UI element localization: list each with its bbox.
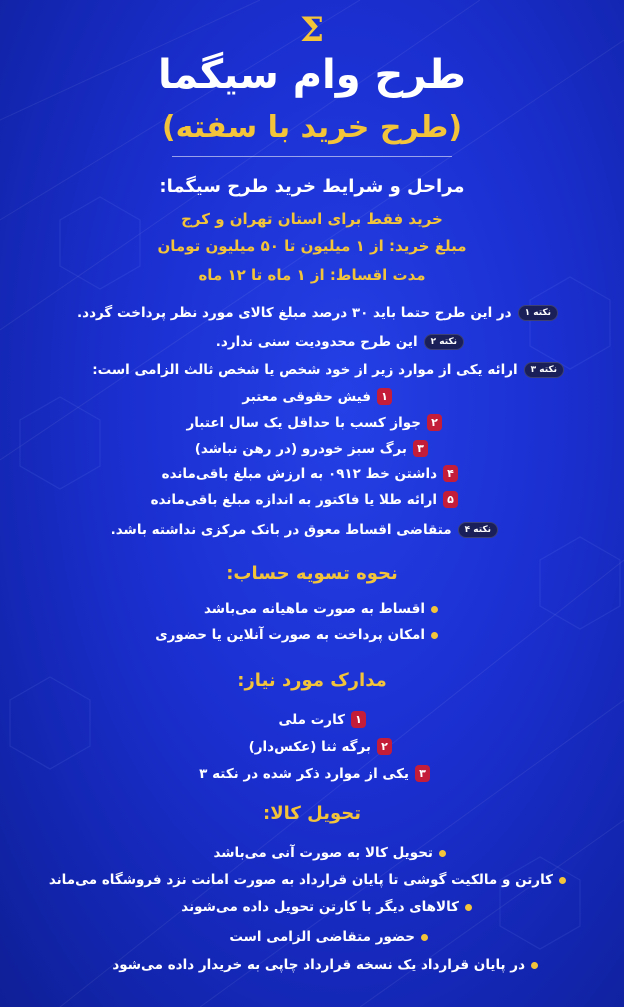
delivery-item [213, 845, 446, 861]
settlement-heading: نحوه تسویه حساب: [226, 563, 398, 584]
item-text: برگه ثنا (عکس‌دار) [248, 738, 371, 755]
bullet-icon [421, 934, 428, 941]
settlement-item [204, 601, 438, 617]
page-subtitle: (طرح خرید با سفته) [161, 110, 463, 145]
item-text: فیش حقوقی معتبر [242, 388, 371, 405]
guarantee-item [162, 465, 458, 482]
region-condition: خرید فقط برای استان تهران و کرج [181, 210, 443, 228]
note-3 [92, 362, 564, 378]
note-4 [111, 522, 498, 538]
delivery-item [181, 899, 472, 915]
bullet-icon [439, 850, 446, 857]
documents-heading: مدارک مورد نیاز: [237, 670, 387, 691]
number-badge: ۳ [413, 440, 428, 457]
delivery-item [49, 872, 566, 888]
guarantee-item [151, 491, 458, 508]
item-text: ارائه طلا یا فاکتور به اندازه مبلغ باقی‌مانده [150, 491, 437, 508]
guarantee-item [195, 440, 428, 457]
item-text: کارت ملی [278, 711, 345, 728]
item-text: کالاهای دیگر با کارتن تحویل داده می‌شوند [181, 899, 459, 915]
item-text: اقساط به صورت ماهیانه می‌باشد [203, 601, 425, 617]
bullet-icon [431, 606, 438, 613]
amount-condition: مبلغ خرید: از ۱ میلیون تا ۵۰ میلیون تومان [157, 237, 467, 255]
number-badge: ۲ [377, 738, 392, 755]
item-text: تحویل کالا به صورت آنی می‌باشد [213, 845, 433, 861]
delivery-item [112, 957, 538, 973]
note-text: ارائه یکی از موارد زیر از خود شخص یا شخص ثالث الزامی است: [92, 362, 518, 378]
note-badge: نکته ۴ [458, 522, 498, 538]
item-text: امکان پرداخت به صورت آنلاین یا حضوری [155, 627, 425, 643]
settlement-item [155, 627, 438, 643]
item-text: جواز کسب با حداقل یک سال اعتبار [186, 414, 421, 431]
guarantee-item [242, 388, 392, 405]
number-badge: ۲ [427, 414, 442, 431]
delivery-item [229, 929, 428, 945]
title-divider [172, 156, 452, 157]
document-item [249, 738, 392, 755]
number-badge: ۱ [351, 711, 366, 728]
note-badge: نکته ۱ [518, 305, 558, 321]
note-1 [77, 305, 558, 321]
note-badge: نکته ۳ [524, 362, 564, 378]
note-text: متقاضی اقساط معوق در بانک مرکزی نداشته باشد. [110, 522, 452, 538]
document-item [279, 711, 367, 728]
item-text: حضور متقاضی الزامی است [229, 929, 415, 945]
bullet-icon [431, 632, 438, 639]
number-badge: ۴ [443, 465, 458, 482]
sigma-logo: Σ [299, 10, 325, 50]
delivery-heading: تحویل کالا: [263, 803, 361, 824]
duration-condition: مدت اقساط: از ۱ ماه تا ۱۲ ماه [198, 266, 426, 284]
bullet-icon [559, 877, 566, 884]
note-2 [216, 334, 464, 350]
item-text: در پایان قرارداد یک نسخه قرارداد چاپی به خریدار داده می‌شود [112, 957, 525, 973]
note-badge: نکته ۲ [424, 334, 464, 350]
number-badge: ۵ [443, 491, 458, 508]
item-text: یکی از موارد ذکر شده در نکته ۳ [199, 765, 409, 782]
number-badge: ۱ [377, 388, 392, 405]
document-item [199, 765, 430, 782]
bullet-icon [465, 904, 472, 911]
page-title: طرح وام سیگما [158, 52, 466, 98]
item-text: داشتن خط ۰۹۱۲ به ارزش مبلغ باقی‌مانده [161, 465, 437, 482]
bullet-icon [531, 962, 538, 969]
item-text: کارتن و مالکیت گوشی تا پایان قرارداد به صورت امانت نزد فروشگاه می‌ماند [48, 872, 553, 888]
conditions-heading: مراحل و شرایط خرید طرح سیگما: [159, 176, 465, 197]
note-text: این طرح محدودیت سنی ندارد. [215, 334, 418, 350]
item-text: برگ سبز خودرو (در رهن نباشد) [194, 440, 407, 457]
note-text: در این طرح حتما باید ۳۰ درصد مبلغ کالای مورد نظر پرداخت گردد. [77, 305, 512, 321]
number-badge: ۳ [415, 765, 430, 782]
guarantee-item [186, 414, 442, 431]
